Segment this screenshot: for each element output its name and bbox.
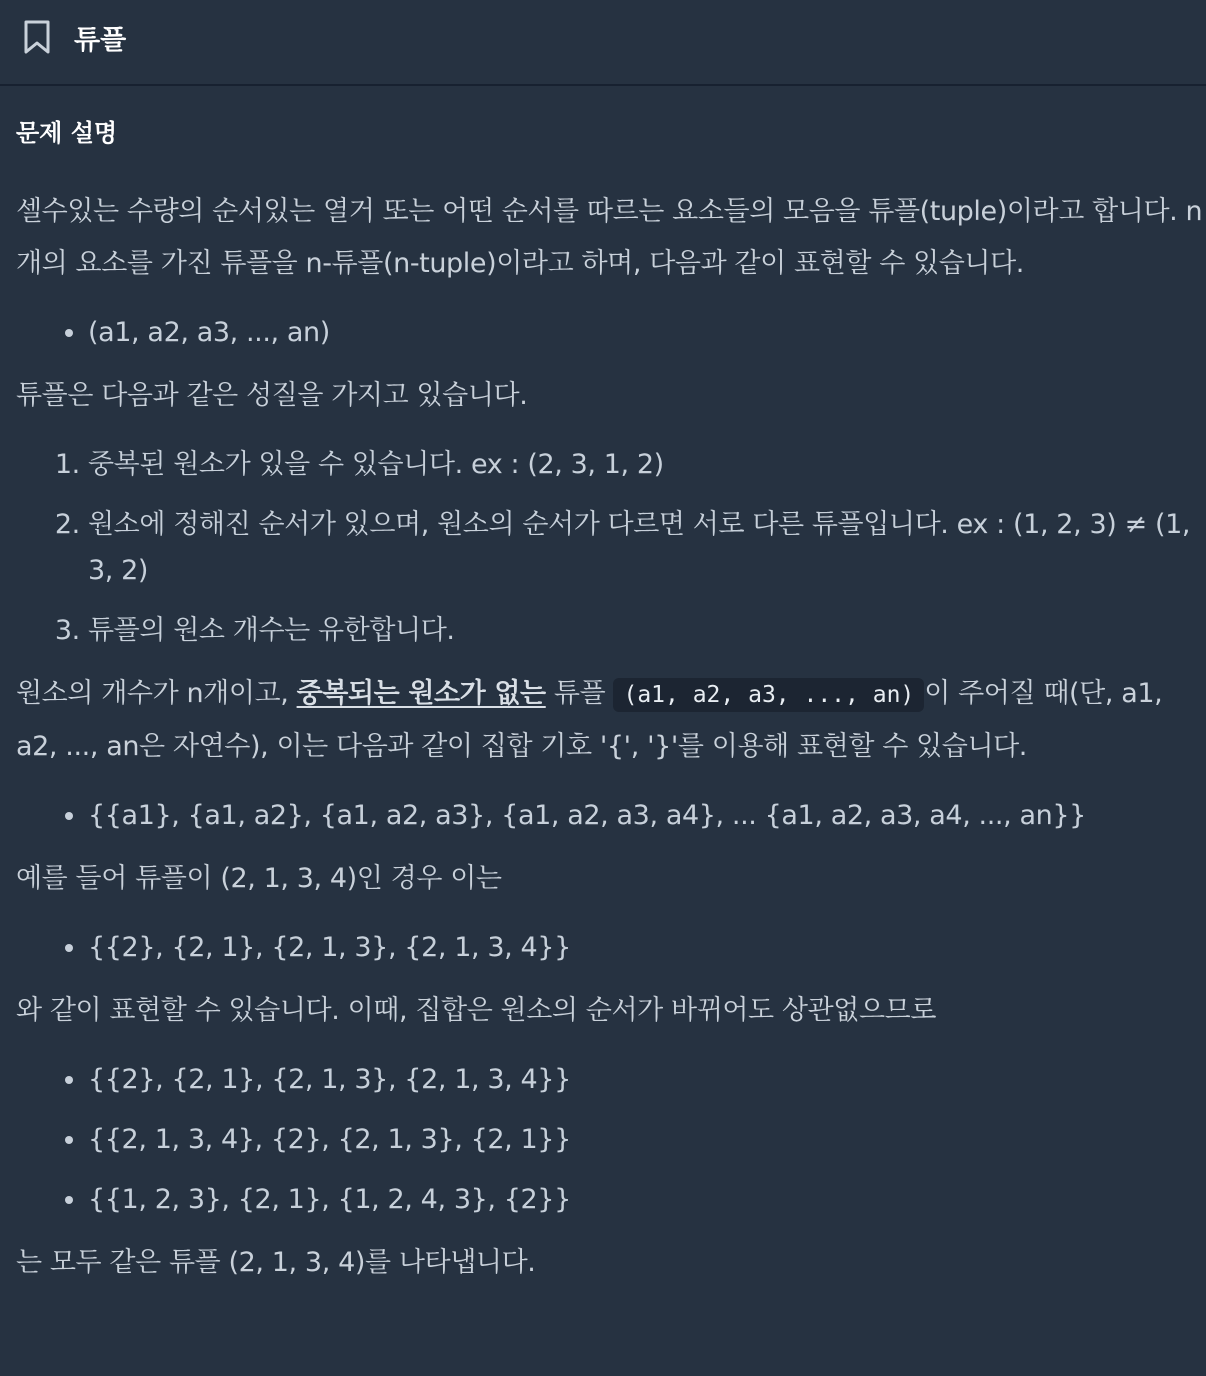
- example-list-2: [16, 1057, 1206, 1223]
- conclusion-text: 는 모두 같은 튜플 (2, 1, 3, 4)를 나타냅니다.: [16, 1247, 536, 1278]
- intro-paragraph: 셀수있는 수량의 순서있는 열거 또는 어떤 순서를 따르는 요소들의 모음을 튜플(tuple)이라고 합니다. n개의 요소를 가진 튜플을 n-튜플(n-tuple)이라고 하며, 다음과 같이 표현할 수 있습니다.: [16, 196, 1203, 279]
- set-text: 이 주어질 때(단, a1, a2, ..., an은 자연수), 이는 다음과 같이 집합 기호 '{', '}'를 이용해 표현할 수 있습니다.: [16, 678, 1163, 762]
- emphasis-text: 중복되는 원소가 없는: [296, 678, 546, 709]
- set-list: [16, 793, 1206, 839]
- example-intro: 예를 들어 튜플이 (2, 1, 3, 4)인 경우 이는: [16, 863, 502, 894]
- list-item: 3. 튜플의 원소 개수는 유한합니다.: [88, 608, 1206, 654]
- inline-code: (a1, a2, a3, ..., an): [613, 678, 924, 712]
- set-paragraph: [16, 668, 1206, 773]
- list-item: • {{2}, {2, 1}, {2, 1, 3}, {2, 1, 3, 4}}: [88, 925, 1206, 971]
- section-title: 문제 설명: [16, 119, 118, 147]
- example-list: [16, 925, 1206, 971]
- problem-header: [0, 0, 1206, 86]
- intro-list: [16, 310, 1206, 356]
- list-item: • {{2, 1, 3, 4}, {2}, {2, 1, 3}, {2, 1}}: [88, 1117, 1206, 1163]
- set-text: 원소의 개수가 n개이고,: [16, 678, 297, 709]
- list-item: 1. 중복된 원소가 있을 수 있습니다. ex : (2, 3, 1, 2): [88, 442, 1206, 488]
- problem-description: [0, 86, 1206, 1289]
- bookmark-icon[interactable]: [22, 20, 52, 54]
- problem-title: 튜플: [74, 24, 127, 56]
- list-item: • {{a1}, {a1, a2}, {a1, a2, a3}, {a1, a2, a3, a4}, ... {a1, a2, a3, a4, ..., an}}: [88, 793, 1206, 839]
- example-text: 와 같이 표현할 수 있습니다. 이때, 집합은 원소의 순서가 바뀌어도 상관없으므로: [16, 995, 937, 1026]
- list-item: • {{1, 2, 3}, {2, 1}, {1, 2, 4, 3}, {2}}: [88, 1177, 1206, 1223]
- set-text: 튜플: [545, 678, 614, 709]
- list-item: • {{2}, {2, 1}, {2, 1, 3}, {2, 1, 3, 4}}: [88, 1057, 1206, 1103]
- list-item: 2. 원소에 정해진 순서가 있으며, 원소의 순서가 다르면 서로 다른 튜플입니다. ex : (1, 2, 3) ≠ (1, 3, 2): [88, 502, 1206, 594]
- properties-list: [16, 442, 1206, 654]
- properties-intro: 튜플은 다음과 같은 성질을 가지고 있습니다.: [16, 380, 528, 411]
- list-item: • (a1, a2, a3, ..., an): [88, 310, 1206, 356]
